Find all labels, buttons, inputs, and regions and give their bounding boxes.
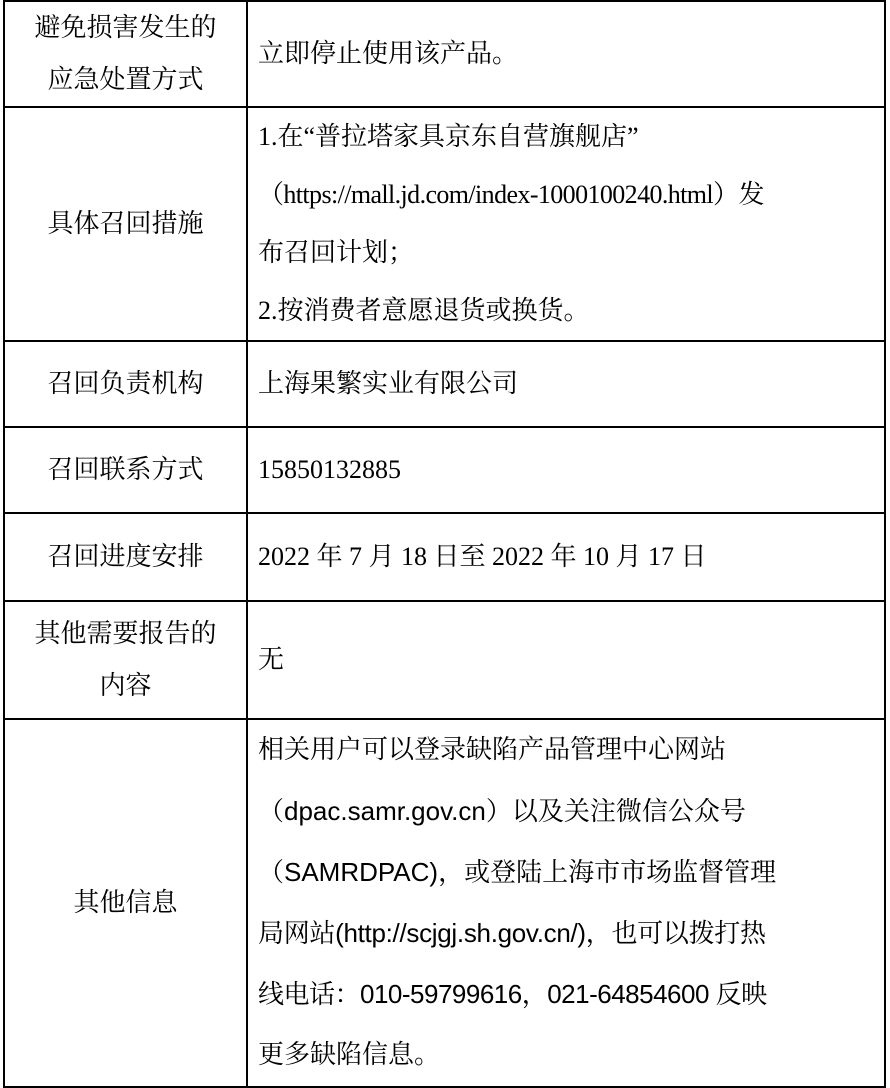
- recall-measures-label: [4, 107, 247, 341]
- value-line: （dpac.samr.gov.cn）以及关注微信公众号: [258, 796, 746, 826]
- recall-contact-label: [4, 427, 247, 513]
- recall-schedule-value: [247, 513, 885, 601]
- recall-measures-value: [247, 107, 885, 341]
- label-line: 其他信息: [73, 888, 178, 918]
- table-row: [4, 107, 885, 341]
- label-line: 内容: [99, 671, 152, 701]
- recall-schedule-label: [4, 513, 247, 601]
- table-row: [4, 341, 885, 427]
- value-text: 2022 年 7 月 18 日至 2022 年 10 月 17 日: [258, 542, 707, 571]
- recall-organization-label: [4, 341, 247, 427]
- label-line: 具体召回措施: [47, 209, 204, 239]
- value-text: 立即停止使用该产品。: [258, 39, 519, 69]
- table-row: [4, 601, 885, 719]
- value-line: （SAMRDPAC)，或登陆上海市市场监督管理: [258, 857, 777, 887]
- label-line: 召回负责机构: [47, 369, 204, 399]
- table-row: [4, 513, 885, 601]
- label-line: 召回进度安排: [47, 542, 204, 572]
- value-line: 1.在“普拉塔家具京东自营旗舰店”: [258, 122, 639, 151]
- value-line: 布召回计划；: [258, 238, 415, 268]
- table-row: [4, 427, 885, 513]
- label-line: 其他需要报告的: [34, 619, 217, 649]
- other-info-value: [247, 719, 885, 1087]
- value-line: （https://mall.jd.com/index-1000100240.html）发: [258, 180, 764, 209]
- other-info-label: [4, 719, 247, 1087]
- value-text: 上海果繁实业有限公司: [258, 369, 519, 399]
- emergency-measures-value: [247, 1, 885, 107]
- value-line: 更多缺陷信息。: [258, 1040, 441, 1070]
- value-line: 相关用户可以登录缺陷产品管理中心网站: [258, 735, 727, 765]
- value-line: 线电话：010-59799616，021-64854600 反映: [258, 979, 767, 1009]
- table-row: [4, 719, 885, 1087]
- value-line: 局网站(http://scjgj.sh.gov.cn/)，也可以拨打热: [258, 918, 766, 948]
- other-report-label: [4, 601, 247, 719]
- label-line: 避免损害发生的: [34, 13, 217, 43]
- recall-info-table: [3, 0, 886, 1088]
- value-text: 15850132885: [258, 455, 401, 484]
- label-line: 应急处置方式: [47, 65, 204, 95]
- recall-contact-value: [247, 427, 885, 513]
- other-report-value: [247, 601, 885, 719]
- label-line: 召回联系方式: [47, 455, 204, 485]
- recall-organization-value: [247, 341, 885, 427]
- value-line: 2.按消费者意愿退货或换货。: [258, 296, 590, 325]
- value-text: 无: [258, 645, 285, 675]
- emergency-measures-label: [4, 1, 247, 107]
- table-row: [4, 1, 885, 107]
